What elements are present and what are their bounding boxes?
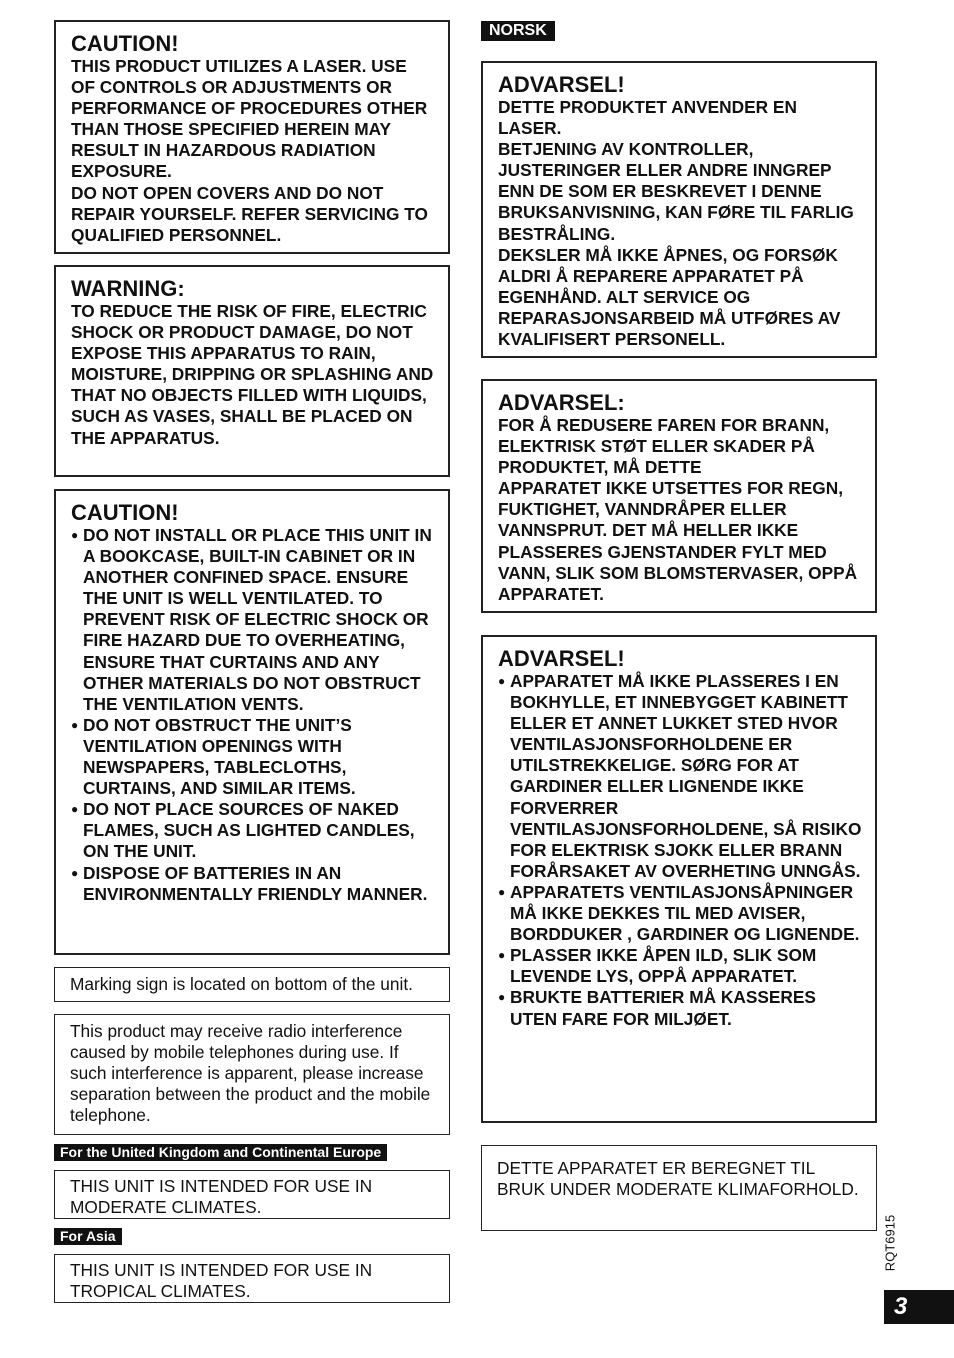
page-number: 3 (884, 1290, 954, 1324)
list-item: ● BRUKTE BATTERIER MÅ KASSERES UTEN FARE FOR MILJØET. (498, 987, 865, 1029)
caution-paragraph: THIS PRODUCT UTILIZES A LASER. USE OF CONTROLS OR ADJUSTMENTS OR PERFORMANCE OF PROCEDURES OTHER THAN THOSE SPECIFIED HEREIN MAY RESULT IN HAZARDOUS RADIATION EXPOSURE. (71, 56, 428, 182)
marking-note: Marking sign is located on bottom of the unit. (54, 967, 450, 1002)
advarsel-paragraph: DETTE PRODUKTET ANVENDER EN LASER. (498, 97, 797, 139)
caution-box-installation (54, 489, 450, 955)
interference-note: This product may receive radio interference caused by mobile telephones during use. If such interference is apparent, please increase separation between the product and the mobile telephone. (54, 1014, 450, 1135)
caution-title: CAUTION! (71, 31, 179, 56)
warning-text: TO REDUCE THE RISK OF FIRE, ELECTRIC SHOCK OR PRODUCT DAMAGE, DO NOT EXPOSE THIS APPARATUS TO RAIN, MOISTURE, DRIPPING OR SPLASHING AND THAT NO OBJECTS FILLED WITH LIQUIDS, SUCH AS VASES, SHALL BE PLACED ON THE APPARATUS. (71, 301, 434, 448)
caution-bullet-list (71, 525, 436, 905)
advarsel-box-laser (481, 61, 877, 358)
list-item: ● DO NOT INSTALL OR PLACE THIS UNIT IN A BOOKCASE, BUILT-IN CABINET OR IN ANOTHER CONFINED SPACE. ENSURE THE UNIT IS WELL VENTILATED. TO PREVENT RISK OF ELECTRIC SHOCK OR FIRE HAZARD DUE TO OVERHEATING, ENSURE THAT CURTAINS AND ANY OTHER MATERIALS DO NOT OBSTRUCT THE VENTILATION VENTS. (71, 525, 436, 715)
caution-title: CAUTION! (71, 500, 179, 525)
advarsel-bullet-list (498, 671, 865, 1030)
warning-box (54, 265, 450, 477)
list-item: ● DO NOT OBSTRUCT THE UNIT’S VENTILATION OPENINGS WITH NEWSPAPERS, TABLECLOTHS, CURTAINS, AND SIMILAR ITEMS. (71, 715, 436, 799)
advarsel-paragraph: APPARATET IKKE UTSETTES FOR REGN, FUKTIGHET, VANNDRÅPER ELLER VANNSPRUT. DET MÅ HELLER IKKE PLASSERES GJENSTANDER FYLT MED VANN, SLIK SOM BLOMSTERVASER, OPPÅ APPARATET. (498, 478, 858, 604)
list-item: ● DO NOT PLACE SOURCES OF NAKED FLAMES, SUCH AS LIGHTED CANDLES, ON THE UNIT. (71, 799, 436, 862)
region-tag-asia: For Asia (54, 1228, 122, 1245)
warning-title: WARNING: (71, 276, 185, 301)
list-item: ● PLASSER IKKE ÅPEN ILD, SLIK SOM LEVENDE LYS, OPPÅ APPARATET. (498, 945, 865, 987)
moderate-climate-note: THIS UNIT IS INTENDED FOR USE IN MODERATE CLIMATES. (54, 1170, 450, 1219)
tropical-climate-note: THIS UNIT IS INTENDED FOR USE IN TROPICAL CLIMATES. (54, 1254, 450, 1303)
caution-box-laser (54, 20, 450, 254)
advarsel-title: ADVARSEL: (498, 390, 625, 415)
caution-paragraph: DO NOT OPEN COVERS AND DO NOT REPAIR YOURSELF. REFER SERVICING TO QUALIFIED PERSONNEL. (71, 182, 428, 245)
list-item: ● APPARATETS VENTILASJONSÅPNINGER MÅ IKKE DEKKES TIL MED AVISER, BORDDUKER , GARDINER OG LIGNENDE. (498, 882, 865, 945)
advarsel-box-water (481, 379, 877, 613)
advarsel-paragraph: BETJENING AV KONTROLLER, JUSTERINGER ELLER ANDRE INNGREP ENN DE SOM ER BESKREVET I DENNE BRUKSANVISNING, KAN FØRE TIL FARLIG BESTRÅLING. (498, 139, 854, 244)
list-item: ● DISPOSE OF BATTERIES IN AN ENVIRONMENTALLY FRIENDLY MANNER. (71, 863, 436, 905)
advarsel-paragraph: FOR Å REDUSERE FAREN FOR BRANN, ELEKTRISK STØT ELLER SKADER PÅ PRODUKTET, MÅ DETTE (498, 415, 830, 478)
advarsel-paragraph: DEKSLER MÅ IKKE ÅPNES, OG FORSØK ALDRI Å REPARERE APPARATET PÅ EGENHÅND. ALT SERVICE OG REPARASJONSARBEID MÅ UTFØRES AV KVALIFISERT PERSONELL. (498, 244, 841, 350)
moderate-climate-note-norsk: DETTE APPARATET ER BEREGNET TIL BRUK UNDER MODERATE KLIMAFORHOLD. (481, 1145, 877, 1231)
document-code (880, 1208, 900, 1278)
advarsel-title: ADVARSEL! (498, 72, 625, 97)
document-code-text: RQT6915 (882, 1214, 898, 1272)
language-tag-norsk: NORSK (481, 21, 555, 41)
list-item: ● APPARATET MÅ IKKE PLASSERES I EN BOKHYLLE, ET INNEBYGGET KABINETT ELLER ET ANNET LUKKET STED HVOR VENTILASJONSFORHOLDENE ER UTILSTREKKELIGE. SØRG FOR AT GARDINER ELLER LIGNENDE IKKE FORVERRER VENTILASJONSFORHOLDENE, SÅ RISIKO FOR ELEKTRISK SJOKK ELLER BRANN FORÅRSAKET AV OVERHETING UNNGÅS. (498, 671, 865, 882)
advarsel-title: ADVARSEL! (498, 646, 625, 671)
region-tag-uk-europe: For the United Kingdom and Continental Europe (54, 1144, 387, 1161)
advarsel-box-installation (481, 635, 877, 1123)
